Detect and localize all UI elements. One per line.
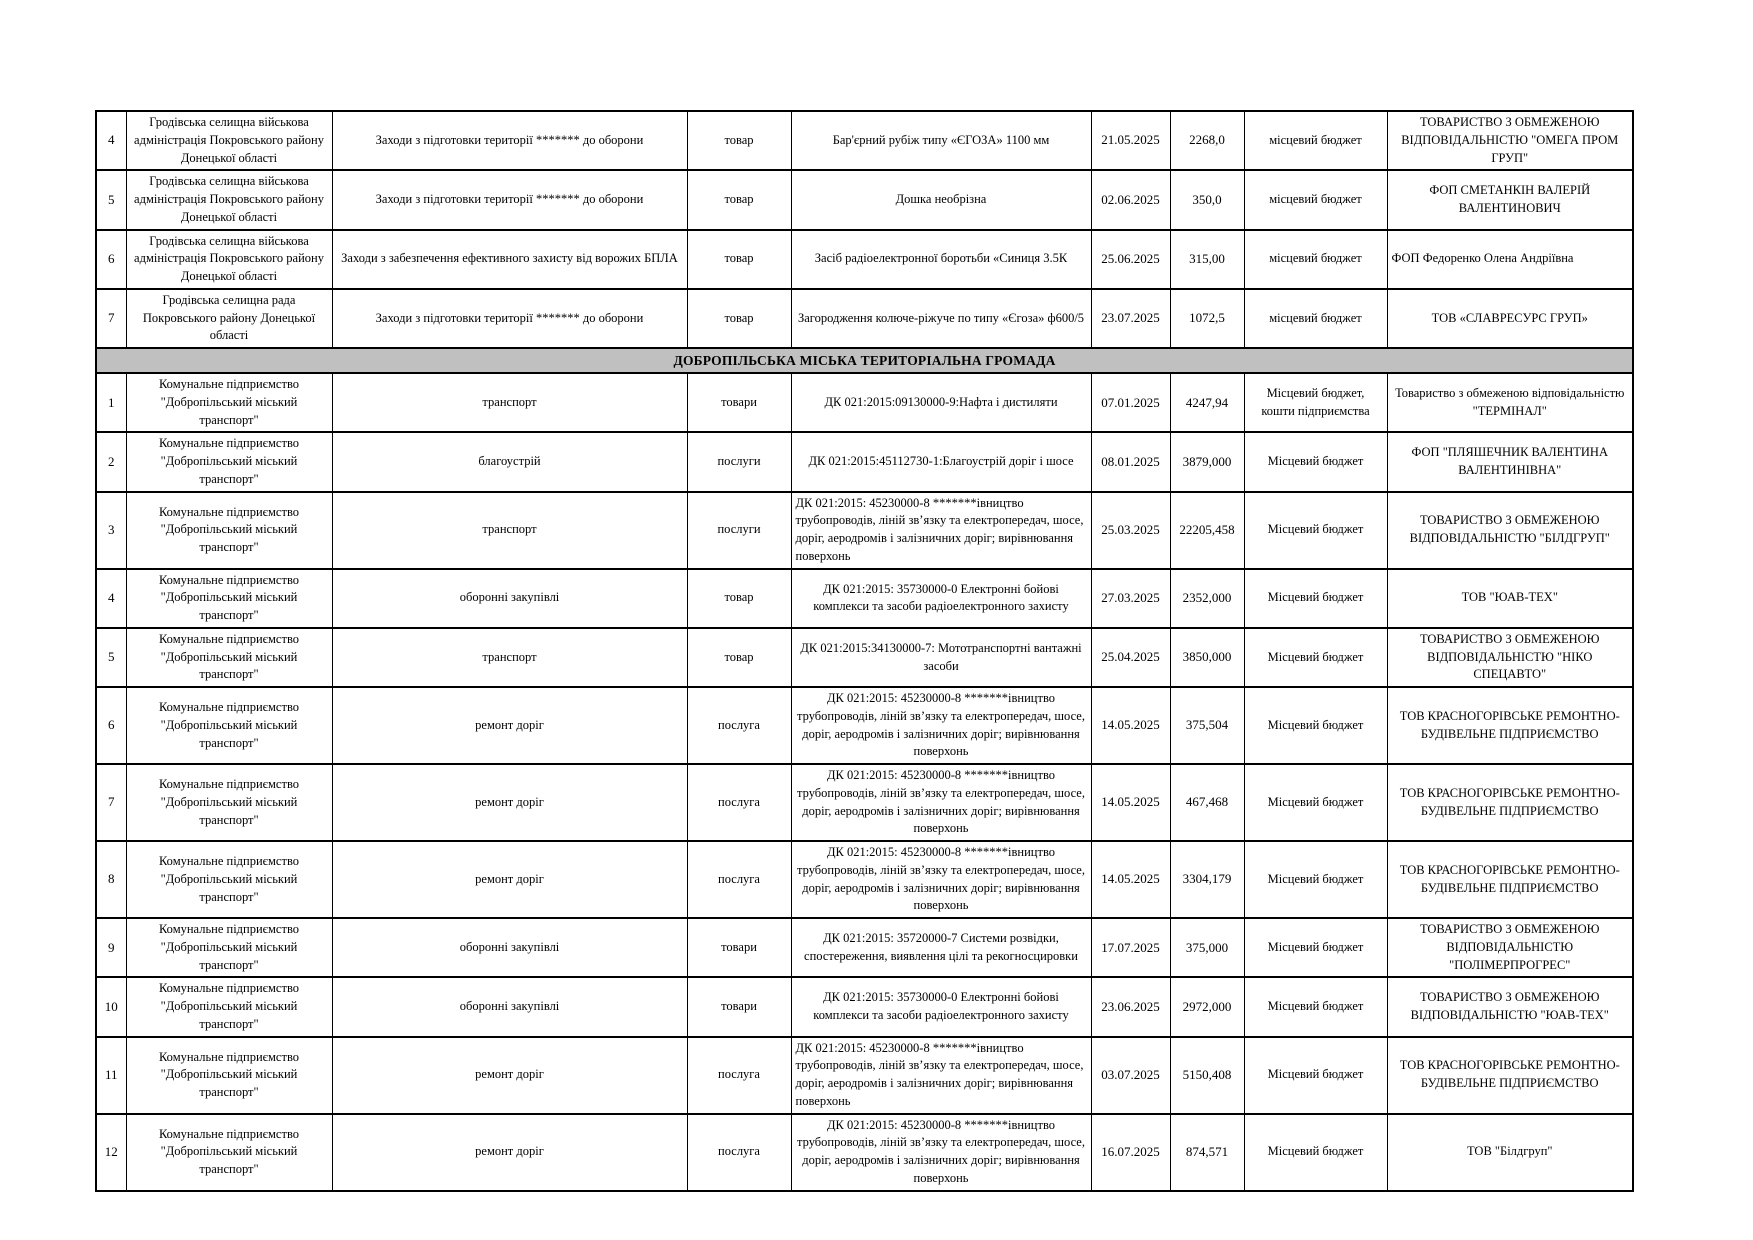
- date-cell: 07.01.2025: [1091, 373, 1170, 432]
- table-row: [96, 628, 1633, 687]
- organization-cell: Комунальне підприємство "Добропільський міський транспорт": [126, 628, 332, 687]
- row-number-cell: 9: [96, 918, 126, 977]
- amount-cell: 4247,94: [1170, 373, 1244, 432]
- organization-cell: Гродівська селищна рада Покровського району Донецької області: [126, 289, 332, 348]
- subject-cell: ремонт доріг: [332, 841, 687, 918]
- budget-cell: Місцевий бюджет: [1244, 977, 1387, 1036]
- organization-cell: Комунальне підприємство "Добропільський міський транспорт": [126, 373, 332, 432]
- supplier-cell: ТОВАРИСТВО З ОБМЕЖЕНОЮ ВІДПОВІДАЛЬНІСТЮ "ЮАВ-ТЕХ": [1387, 977, 1633, 1036]
- description-cell: Загородження колюче-ріжуче по типу «Єгоза» ф600/5: [791, 289, 1091, 348]
- amount-cell: 375,504: [1170, 687, 1244, 764]
- supplier-cell: Товариство з обмеженою відповідальністю "ТЕРМІНАЛ": [1387, 373, 1633, 432]
- row-number-cell: 7: [96, 764, 126, 841]
- supplier-cell: ТОВАРИСТВО З ОБМЕЖЕНОЮ ВІДПОВІДАЛЬНІСТЮ "ОМЕГА ПРОМ ГРУП": [1387, 111, 1633, 170]
- subject-cell: транспорт: [332, 628, 687, 687]
- subject-cell: ремонт доріг: [332, 687, 687, 764]
- amount-cell: 3304,179: [1170, 841, 1244, 918]
- description-cell: ДК 021:2015: 35730000-0 Електронні бойові комплекси та засоби радіоелектронного захисту: [791, 569, 1091, 628]
- amount-cell: 5150,408: [1170, 1037, 1244, 1114]
- date-cell: 02.06.2025: [1091, 170, 1170, 229]
- row-number-cell: 4: [96, 111, 126, 170]
- budget-cell: Місцевий бюджет: [1244, 687, 1387, 764]
- subject-cell: транспорт: [332, 492, 687, 569]
- subject-cell: оборонні закупівлі: [332, 918, 687, 977]
- type-cell: товари: [687, 918, 791, 977]
- date-cell: 08.01.2025: [1091, 432, 1170, 491]
- date-cell: 03.07.2025: [1091, 1037, 1170, 1114]
- type-cell: товар: [687, 230, 791, 289]
- organization-cell: Комунальне підприємство "Добропільський міський транспорт": [126, 977, 332, 1036]
- supplier-cell: ТОВАРИСТВО З ОБМЕЖЕНОЮ ВІДПОВІДАЛЬНІСТЮ "ПОЛІМЕРПРОГРЕС": [1387, 918, 1633, 977]
- subject-cell: Заходи з підготовки території ******* до оборони: [332, 111, 687, 170]
- date-cell: 14.05.2025: [1091, 764, 1170, 841]
- subject-cell: ремонт доріг: [332, 1037, 687, 1114]
- supplier-cell: ФОП "ПЛЯШЕЧНИК ВАЛЕНТИНА ВАЛЕНТИНІВНА": [1387, 432, 1633, 491]
- type-cell: товари: [687, 977, 791, 1036]
- amount-cell: 2352,000: [1170, 569, 1244, 628]
- budget-cell: Місцевий бюджет: [1244, 569, 1387, 628]
- type-cell: товар: [687, 170, 791, 229]
- budget-cell: місцевий бюджет: [1244, 111, 1387, 170]
- budget-cell: Місцевий бюджет: [1244, 1037, 1387, 1114]
- amount-cell: 467,468: [1170, 764, 1244, 841]
- supplier-cell: ТОВ "Білдгруп": [1387, 1114, 1633, 1191]
- description-cell: Засіб радіоелектронної боротьби «Синиця 3.5К: [791, 230, 1091, 289]
- table-row: [96, 918, 1633, 977]
- supplier-cell: ТОВАРИСТВО З ОБМЕЖЕНОЮ ВІДПОВІДАЛЬНІСТЮ "НІКО СПЕЦАВТО": [1387, 628, 1633, 687]
- budget-cell: Місцевий бюджет: [1244, 841, 1387, 918]
- subject-cell: Заходи з забезпечення ефективного захисту від ворожих БПЛА: [332, 230, 687, 289]
- subject-cell: оборонні закупівлі: [332, 977, 687, 1036]
- subject-cell: оборонні закупівлі: [332, 569, 687, 628]
- budget-cell: Місцевий бюджет: [1244, 1114, 1387, 1191]
- amount-cell: 350,0: [1170, 170, 1244, 229]
- organization-cell: Гродівська селищна військова адміністрація Покровського району Донецької області: [126, 230, 332, 289]
- date-cell: 16.07.2025: [1091, 1114, 1170, 1191]
- organization-cell: Комунальне підприємство "Добропільський міський транспорт": [126, 918, 332, 977]
- type-cell: послуги: [687, 432, 791, 491]
- description-cell: Дошка необрізна: [791, 170, 1091, 229]
- supplier-cell: ТОВ КРАСНОГОРІВСЬКЕ РЕМОНТНО-БУДІВЕЛЬНЕ ПІДПРИЄМСТВО: [1387, 841, 1633, 918]
- row-number-cell: 12: [96, 1114, 126, 1191]
- amount-cell: 1072,5: [1170, 289, 1244, 348]
- description-cell: Бар'єрний рубіж типу «ЄГОЗА» 1100 мм: [791, 111, 1091, 170]
- supplier-cell: ТОВ КРАСНОГОРІВСЬКЕ РЕМОНТНО-БУДІВЕЛЬНЕ ПІДПРИЄМСТВО: [1387, 764, 1633, 841]
- organization-cell: Комунальне підприємство "Добропільський міський транспорт": [126, 432, 332, 491]
- description-cell: ДК 021:2015: 35720000-7 Системи розвідки, спостереження, виявлення цілі та рекогносцировки: [791, 918, 1091, 977]
- supplier-cell: ТОВ «СЛАВРЕСУРС ГРУП»: [1387, 289, 1633, 348]
- budget-cell: Місцевий бюджет: [1244, 918, 1387, 977]
- organization-cell: Комунальне підприємство "Добропільський міський транспорт": [126, 1114, 332, 1191]
- type-cell: товар: [687, 628, 791, 687]
- budget-cell: місцевий бюджет: [1244, 230, 1387, 289]
- supplier-cell: ФОП СМЕТАНКІН ВАЛЕРІЙ ВАЛЕНТИНОВИЧ: [1387, 170, 1633, 229]
- date-cell: 14.05.2025: [1091, 687, 1170, 764]
- amount-cell: 375,000: [1170, 918, 1244, 977]
- row-number-cell: 2: [96, 432, 126, 491]
- amount-cell: 315,00: [1170, 230, 1244, 289]
- table-row: [96, 492, 1633, 569]
- row-number-cell: 4: [96, 569, 126, 628]
- supplier-cell: ТОВ КРАСНОГОРІВСЬКЕ РЕМОНТНО-БУДІВЕЛЬНЕ ПІДПРИЄМСТВО: [1387, 1037, 1633, 1114]
- type-cell: товар: [687, 111, 791, 170]
- row-number-cell: 10: [96, 977, 126, 1036]
- row-number-cell: 6: [96, 230, 126, 289]
- budget-cell: Місцевий бюджет, кошти підприємства: [1244, 373, 1387, 432]
- subject-cell: Заходи з підготовки території ******* до оборони: [332, 289, 687, 348]
- subject-cell: ремонт доріг: [332, 1114, 687, 1191]
- date-cell: 27.03.2025: [1091, 569, 1170, 628]
- table-row: [96, 1114, 1633, 1191]
- organization-cell: Комунальне підприємство "Добропільський міський транспорт": [126, 492, 332, 569]
- table-row: [96, 687, 1633, 764]
- table-row: [96, 111, 1633, 170]
- date-cell: 23.07.2025: [1091, 289, 1170, 348]
- table-row: [96, 289, 1633, 348]
- budget-cell: місцевий бюджет: [1244, 170, 1387, 229]
- amount-cell: 2268,0: [1170, 111, 1244, 170]
- row-number-cell: 1: [96, 373, 126, 432]
- supplier-cell: ТОВАРИСТВО З ОБМЕЖЕНОЮ ВІДПОВІДАЛЬНІСТЮ "БІЛДГРУП": [1387, 492, 1633, 569]
- type-cell: товари: [687, 373, 791, 432]
- budget-cell: Місцевий бюджет: [1244, 764, 1387, 841]
- budget-cell: Місцевий бюджет: [1244, 628, 1387, 687]
- amount-cell: 3850,000: [1170, 628, 1244, 687]
- date-cell: 25.04.2025: [1091, 628, 1170, 687]
- amount-cell: 874,571: [1170, 1114, 1244, 1191]
- type-cell: послуги: [687, 492, 791, 569]
- date-cell: 25.06.2025: [1091, 230, 1170, 289]
- budget-cell: Місцевий бюджет: [1244, 492, 1387, 569]
- table-row: [96, 170, 1633, 229]
- organization-cell: Комунальне підприємство "Добропільський міський транспорт": [126, 1037, 332, 1114]
- table-row: [96, 230, 1633, 289]
- supplier-cell: ФОП Федоренко Олена Андріївна: [1387, 230, 1633, 289]
- subject-cell: транспорт: [332, 373, 687, 432]
- table-row: [96, 764, 1633, 841]
- description-cell: ДК 021:2015: 45230000-8 *******івництво трубопроводів, ліній зв’язку та електропередач, шосе, доріг, аеродромів і залізничних доріг; вирівнювання поверхонь: [791, 687, 1091, 764]
- organization-cell: Гродівська селищна військова адміністрація Покровського району Донецької області: [126, 170, 332, 229]
- table-row: [96, 841, 1633, 918]
- type-cell: послуга: [687, 1114, 791, 1191]
- type-cell: послуга: [687, 841, 791, 918]
- section-header-row: [96, 348, 1633, 373]
- organization-cell: Комунальне підприємство "Добропільський міський транспорт": [126, 687, 332, 764]
- subject-cell: Заходи з підготовки території ******* до оборони: [332, 170, 687, 229]
- supplier-cell: ТОВ КРАСНОГОРІВСЬКЕ РЕМОНТНО-БУДІВЕЛЬНЕ ПІДПРИЄМСТВО: [1387, 687, 1633, 764]
- row-number-cell: 11: [96, 1037, 126, 1114]
- description-cell: ДК 021:2015:34130000-7: Мототранспортні вантажні засоби: [791, 628, 1091, 687]
- table-row: [96, 569, 1633, 628]
- date-cell: 23.06.2025: [1091, 977, 1170, 1036]
- row-number-cell: 5: [96, 628, 126, 687]
- organization-cell: Комунальне підприємство "Добропільський міський транспорт": [126, 569, 332, 628]
- organization-cell: Комунальне підприємство "Добропільський міський транспорт": [126, 841, 332, 918]
- date-cell: 21.05.2025: [1091, 111, 1170, 170]
- description-cell: ДК 021:2015:09130000-9:Нафта і дистиляти: [791, 373, 1091, 432]
- amount-cell: 3879,000: [1170, 432, 1244, 491]
- amount-cell: 2972,000: [1170, 977, 1244, 1036]
- type-cell: послуга: [687, 1037, 791, 1114]
- row-number-cell: 5: [96, 170, 126, 229]
- type-cell: послуга: [687, 764, 791, 841]
- table-row: [96, 373, 1633, 432]
- organization-cell: Комунальне підприємство "Добропільський міський транспорт": [126, 764, 332, 841]
- organization-cell: Гродівська селищна військова адміністрація Покровського району Донецької області: [126, 111, 332, 170]
- budget-cell: місцевий бюджет: [1244, 289, 1387, 348]
- type-cell: товар: [687, 289, 791, 348]
- procurement-table: [95, 110, 1634, 1192]
- table-row: [96, 432, 1633, 491]
- type-cell: послуга: [687, 687, 791, 764]
- amount-cell: 22205,458: [1170, 492, 1244, 569]
- description-cell: ДК 021:2015: 45230000-8 *******івництво трубопроводів, ліній зв’язку та електропередач, шосе, доріг, аеродромів і залізничних доріг; вирівнювання поверхонь: [791, 1114, 1091, 1191]
- date-cell: 14.05.2025: [1091, 841, 1170, 918]
- row-number-cell: 8: [96, 841, 126, 918]
- table-row: [96, 977, 1633, 1036]
- description-cell: ДК 021:2015: 45230000-8 *******івництво трубопроводів, ліній зв’язку та електропередач, шосе, доріг, аеродромів і залізничних доріг; вирівнювання поверхонь: [791, 1037, 1091, 1114]
- date-cell: 25.03.2025: [1091, 492, 1170, 569]
- procurement-table-body: [96, 111, 1633, 1191]
- row-number-cell: 6: [96, 687, 126, 764]
- description-cell: ДК 021:2015: 45230000-8 *******івництво трубопроводів, ліній зв’язку та електропередач, шосе, доріг, аеродромів і залізничних доріг; вирівнювання поверхонь: [791, 841, 1091, 918]
- row-number-cell: 7: [96, 289, 126, 348]
- description-cell: ДК 021:2015: 45230000-8 *******івництво трубопроводів, ліній зв’язку та електропередач, шосе, доріг, аеродромів і залізничних доріг; вирівнювання поверхонь: [791, 492, 1091, 569]
- date-cell: 17.07.2025: [1091, 918, 1170, 977]
- description-cell: ДК 021:2015:45112730-1:Благоустрій доріг і шосе: [791, 432, 1091, 491]
- subject-cell: благоустрій: [332, 432, 687, 491]
- supplier-cell: ТОВ "ЮАВ-ТЕХ": [1387, 569, 1633, 628]
- budget-cell: Місцевий бюджет: [1244, 432, 1387, 491]
- description-cell: ДК 021:2015: 35730000-0 Електронні бойові комплекси та засоби радіоелектронного захисту: [791, 977, 1091, 1036]
- row-number-cell: 3: [96, 492, 126, 569]
- table-row: [96, 1037, 1633, 1114]
- subject-cell: ремонт доріг: [332, 764, 687, 841]
- description-cell: ДК 021:2015: 45230000-8 *******івництво трубопроводів, ліній зв’язку та електропередач, шосе, доріг, аеродромів і залізничних доріг; вирівнювання поверхонь: [791, 764, 1091, 841]
- section-header-label: ДОБРОПІЛЬСЬКА МІСЬКА ТЕРИТОРІАЛЬНА ГРОМАДА: [96, 348, 1633, 373]
- type-cell: товар: [687, 569, 791, 628]
